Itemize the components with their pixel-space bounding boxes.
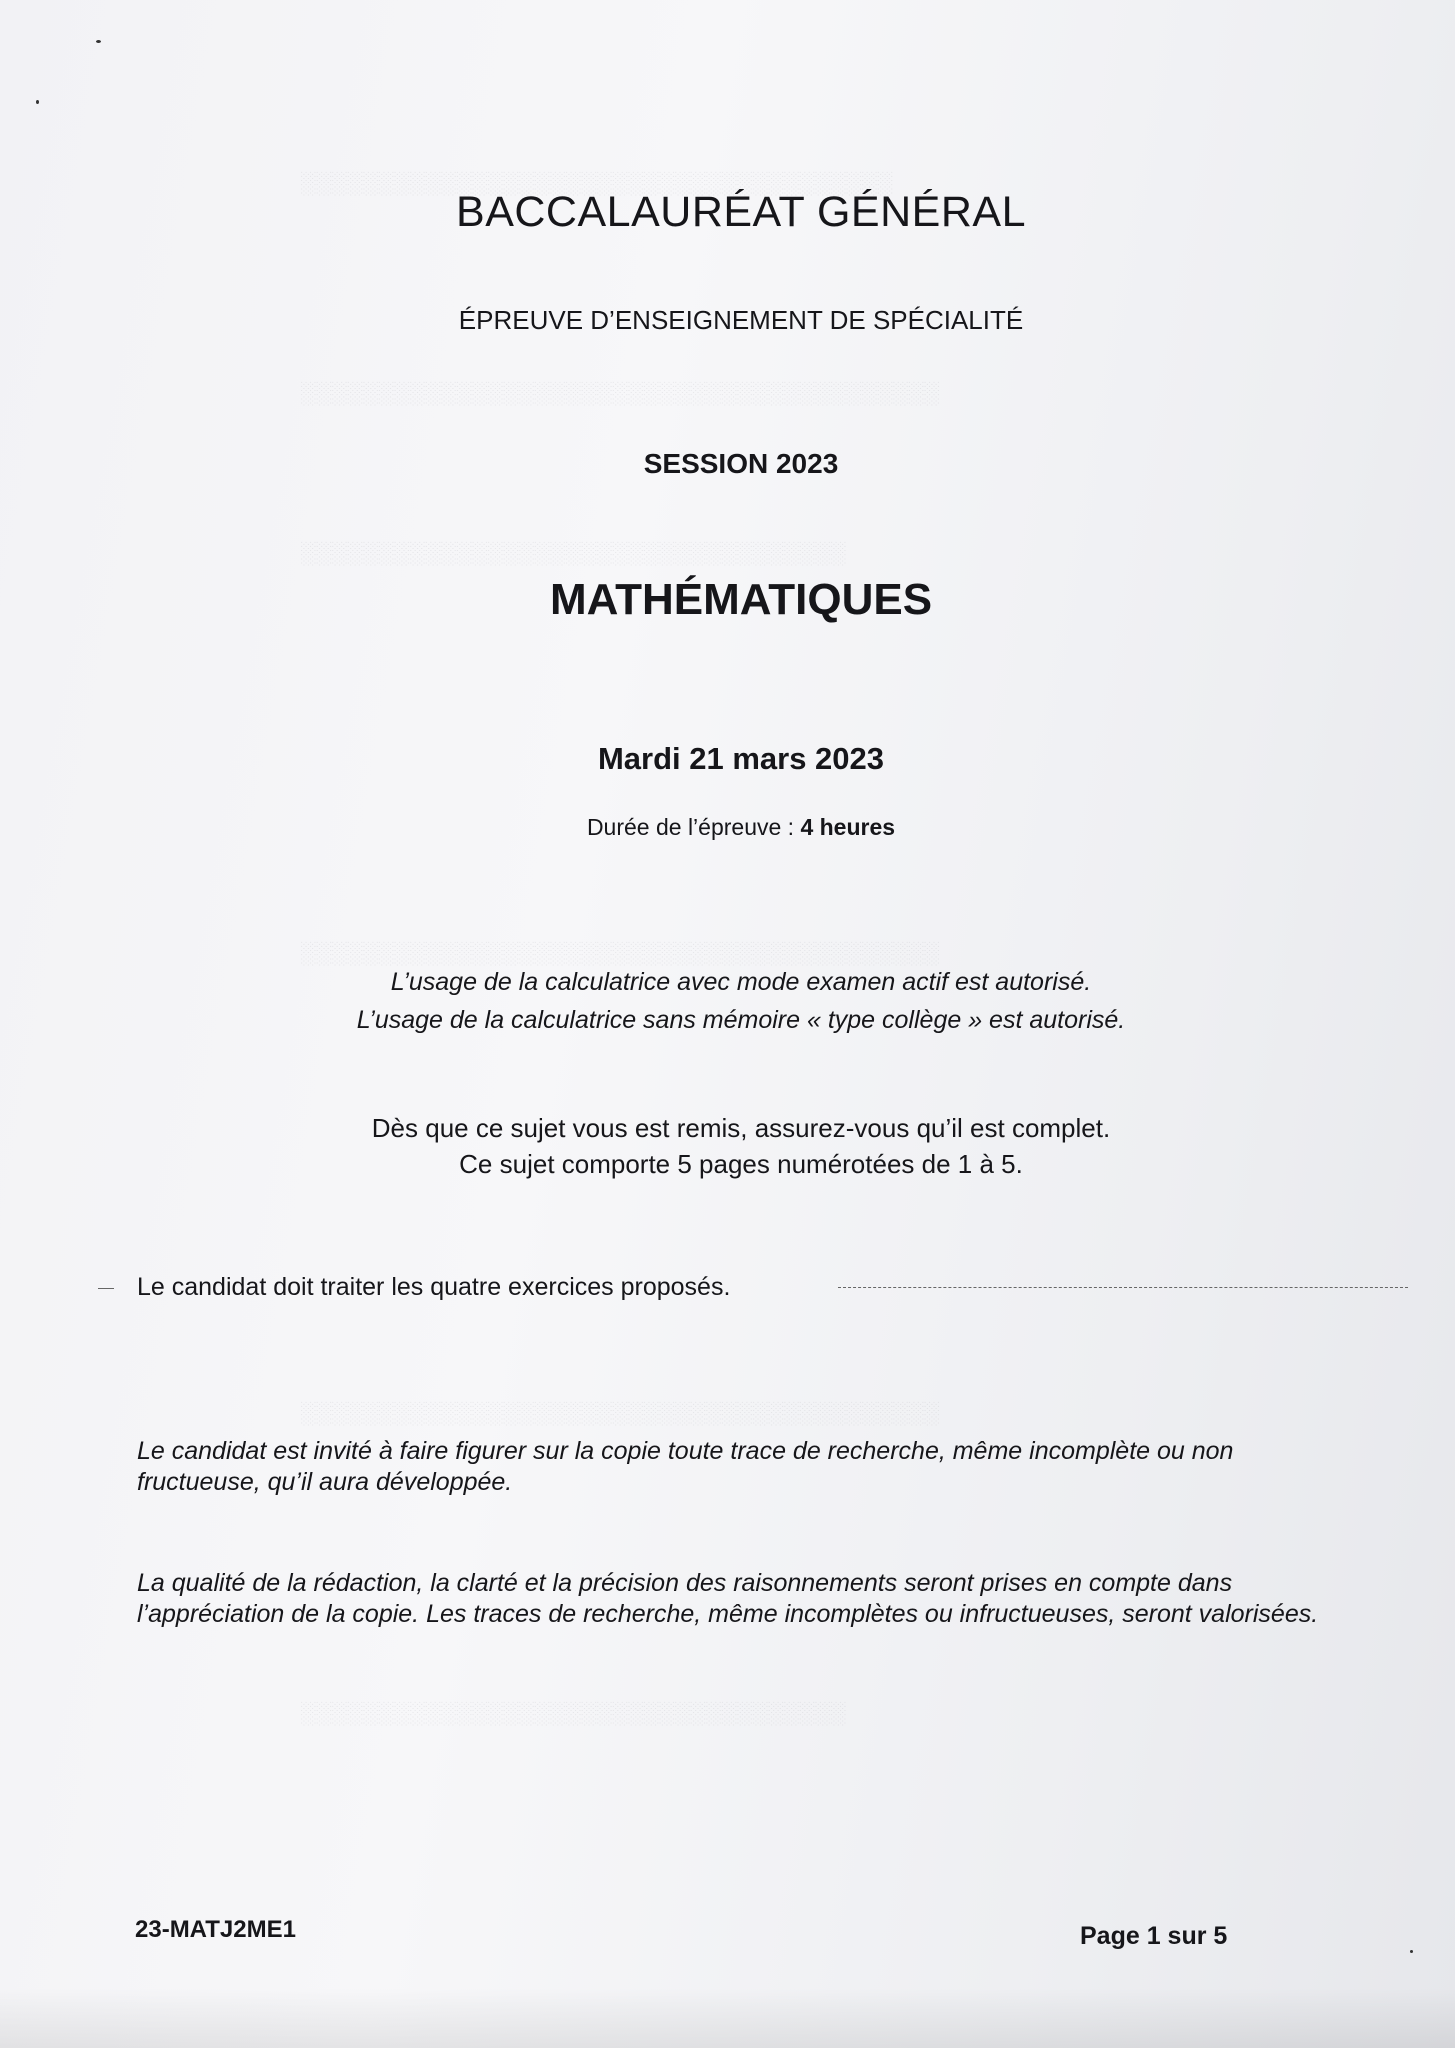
exam-title: BACCALAURÉAT GÉNÉRAL (456, 188, 1026, 236)
show-through-text: ░░░░░░░░░░░░░░░░░░░░░░░░░░░░░░░░░░░░░░░░░ (300, 940, 940, 965)
show-through-text: ░░░░░░░░░░░░░░░░░░░░░░░░░░░░░░░░░░░ (300, 540, 846, 565)
paper-speck (36, 100, 39, 104)
page-count-notice: Ce sujet comporte 5 pages numérotées de 1 à 5. (459, 1149, 1023, 1179)
completeness-notice (0, 1110, 1455, 1182)
show-through-text: ░░░░░░░░░░░░░░░░░░░░░░░░░░░░░░░░░░░░░░ (300, 170, 893, 195)
paper-speck (96, 40, 101, 43)
session-label: SESSION 2023 (643, 448, 839, 479)
exam-date: Mardi 21 mars 2023 (597, 741, 885, 776)
dash-mark (98, 1288, 114, 1289)
dashed-divider (838, 1287, 1408, 1288)
calculator-rule-exam-mode: L’usage de la calculatrice avec mode examen actif est autorisé. (390, 968, 1092, 996)
calculator-rules (0, 963, 1455, 1039)
subject-code: 23-MATJ2ME1 (135, 1916, 296, 1943)
candidate-instruction: Le candidat doit traiter les quatre exercices proposés. (137, 1273, 731, 1301)
subject-title: MATHÉMATIQUES (549, 575, 933, 624)
paper-speck (1410, 1950, 1413, 1953)
research-instruction: Le candidat est invité à faire figurer sur la copie toute trace de recherche, même incomplète ou non fructueuse, qu’il aura développée. (137, 1437, 1234, 1496)
duration-value: 4 heures (800, 814, 896, 840)
duration-label: Durée de l’épreuve : (586, 814, 801, 840)
show-through-text: ░░░░░░░░░░░░░░░░░░░░░░░░░░░░░░░░░░░ (300, 1700, 846, 1725)
calculator-rule-college: L’usage de la calculatrice sans mémoire « type collège » est autorisé. (356, 1006, 1126, 1034)
exam-subtitle: ÉPREUVE D’ENSEIGNEMENT DE SPÉCIALITÉ (458, 305, 1024, 335)
show-through-text: ░░░░░░░░░░░░░░░░░░░░░░░░░░░░░░░░░░░░░░░░░ (300, 1400, 940, 1425)
page-number: Page 1 sur 5 (1080, 1922, 1228, 1950)
page-edge-shadow (0, 1988, 1455, 2048)
exam-duration (0, 814, 1455, 841)
quality-instruction: La qualité de la rédaction, la clarté et la précision des raisonnements seront prises en compte dans l’appréciation de la copie. Les traces de recherche, même incomplètes ou infructueuses, seront valorisées. (137, 1569, 1319, 1628)
show-through-text: ░░░░░░░░░░░░░░░░░░░░░░░░░░░░░░░░░░░░░░░░░ (300, 380, 940, 405)
completeness-check: Dès que ce sujet vous est remis, assurez-vous qu’il est complet. (371, 1113, 1111, 1143)
